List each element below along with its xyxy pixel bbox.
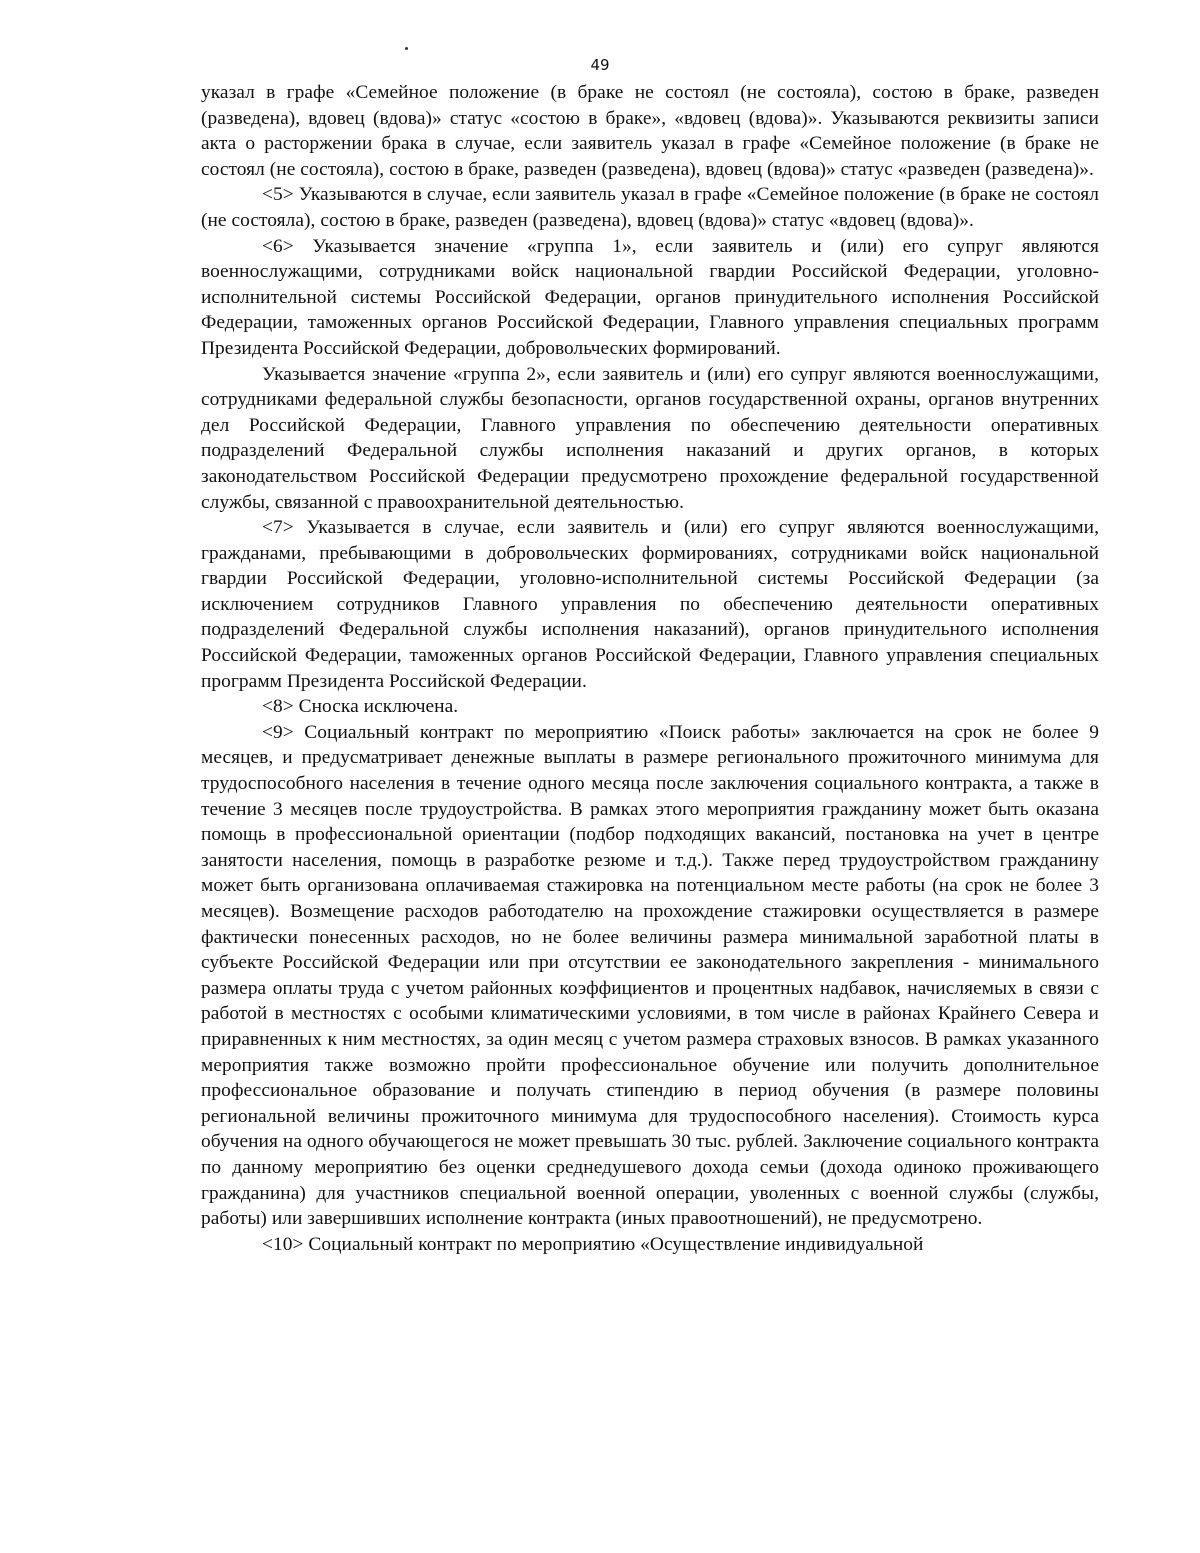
footnote-6: <6> Указывается значение «группа 1», если заявитель и (или) его супруг являются военнослужащими, сотрудниками войск национальной гвардии Российской Федерации, уголовно-исполнительной системы Российской Федерации, органов принудительного исполнения Российской Федерации, таможенных органов Российской Федерации, Главного управления специальных программ Президента Российской Федерации, добровольческих формирований. <box>201 235 1099 359</box>
scan-speck <box>405 47 408 50</box>
footnote-8: <8> Сноска исключена. <box>262 696 459 718</box>
footnote-10: <10> Социальный контракт по мероприятию «Осуществление индивидуальной <box>262 1233 924 1255</box>
footnote-6-group-2: Указывается значение «группа 2», если заявитель и (или) его супруг являются военнослужащими, сотрудниками федеральной службы безопасности, органов государственной охраны, органов внутренних дел Российской Федерации, Главного управления по обеспечению деятельности оперативных подразделений Федеральной службы исполнения наказаний и других органов, в которых законодательством Российской Федерации предусмотрено прохождение федеральной государственной службы, связанной с правоохранительной деятельностью. <box>201 363 1099 513</box>
footnote-7: <7> Указывается в случае, если заявитель и (или) его супруг являются военнослужащими, гражданами, пребывающими в добровольческих формированиях, сотрудниками войск национальной гвардии Российской Федерации, уголовно-исполнительной системы Российской Федерации (за исключением сотрудников Главного управления по обеспечению деятельности оперативных подразделений Федеральной службы исполнения наказаний), органов принудительного исполнения Российской Федерации, таможенных органов Российской Федерации, Главного управления специальных программ Президента Российской Федерации. <box>201 517 1099 692</box>
footnote-5: <5> Указываются в случае, если заявитель указал в графе «Семейное положение (в браке не состоял (не состояла), состою в браке, разведен (разведена), вдовец (вдова)» статус «вдовец (вдова)». <box>201 184 1099 231</box>
document-body <box>201 80 1099 1257</box>
paragraph-continuation: указал в графе «Семейное положение (в браке не состоял (не состояла), состою в браке, разведен (разведена), вдовец (вдова)» статус «состою в браке», «вдовец (вдова)». Указываются реквизиты записи акта о расторжении брака в случае, если заявитель указал в графе «Семейное положение (в браке не состоял (не состояла), состою в браке, разведен (разведена), вдовец (вдова)» статус «разведен (разведена)». <box>201 82 1099 180</box>
page-number: 49 <box>590 56 610 74</box>
footnote-9: <9> Социальный контракт по мероприятию «Поиск работы» заключается на срок не более 9 месяцев, и предусматривает денежные выплаты в размере регионального прожиточного минимума для трудоспособного населения в течение одного месяца после заключения социального контракта, а также в течение 3 месяцев после трудоустройства. В рамках этого мероприятия гражданину может быть оказана помощь в профессиональной ориентации (подбор подходящих вакансий, постановка на учет в центре занятости населения, помощь в разработке резюме и т.д.). Также перед трудоустройством гражданину может быть организована оплачиваемая стажировка на потенциальном месте работы (на срок не более 3 месяцев). Возмещение расходов работодателю на прохождение стажировки осуществляется в размере фактически понесенных расходов, но не более величины размера минимальной заработной платы в субъекте Российской Федерации или при отсутствии ее законодательного закрепления - минимального размера оплаты труда с учетом районных коэффициентов и процентных надбавок, начисляемых в связи с работой в местностях с особыми климатическими условиями, в том числе в районах Крайнего Севера и приравненных к ним местностях, за один месяц с учетом размера страховых взносов. В рамках указанного мероприятия также возможно пройти профессиональное обучение или получить дополнительное профессиональное образование и получать стипендию в период обучения (в размере половины региональной величины прожиточного минимума для трудоспособного населения). Стоимость курса обучения на одного обучающегося не может превышать 30 тыс. рублей. Заключение социального контракта по данному мероприятию без оценки среднедушевого дохода семьи (дохода одиноко проживающего гражданина) для участников специальной военной операции, уволенных с военной службы (службы, работы) или завершивших исполнение контракта (иных правоотношений), не предусмотрено. <box>201 721 1099 1230</box>
